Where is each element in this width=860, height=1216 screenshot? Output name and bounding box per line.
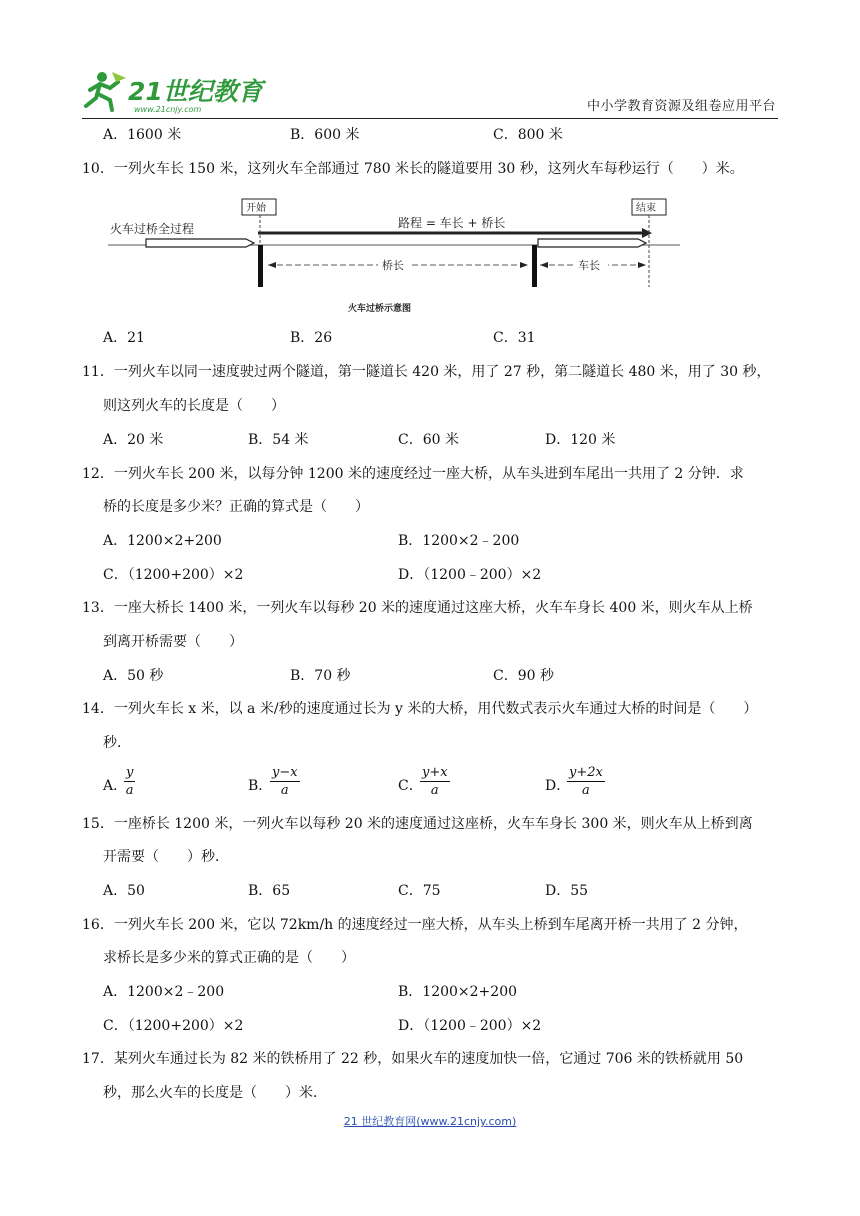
q13-option-a: A．50 秒	[103, 668, 164, 684]
q14-option-d-fraction	[567, 764, 605, 799]
page-header	[82, 64, 778, 119]
fraction-denominator: a	[582, 783, 590, 798]
train-end	[538, 239, 646, 247]
diagram-car-label: 车长	[578, 259, 600, 272]
q14-option-c-fraction	[420, 764, 450, 799]
q9-option-b: B．600 米	[290, 127, 360, 143]
q11-option-b: B．54 米	[248, 432, 309, 448]
q16-option-a: A．1200×2﹣200	[103, 984, 225, 1000]
q12-text-line2: 桥的长度是多少米？正确的算式是（ ）	[103, 499, 369, 515]
q10-option-b: B．26	[290, 330, 333, 346]
q14-option-c-letter: C．	[398, 778, 423, 794]
diagram-end-label: 结束	[636, 203, 656, 214]
q14-option-b-fraction	[270, 764, 300, 799]
fraction-numerator: y+x	[422, 765, 448, 780]
q14-text-line2: 秒．	[103, 735, 131, 751]
diagram-bridge-label: 桥长	[382, 259, 404, 272]
q10-option-a: A．21	[103, 330, 145, 346]
q16-text-line1: 16．一列火车长 200 米，它以 72km/h 的速度经过一座大桥，从车头上桥到车尾离开桥一共用了 2 分钟，	[82, 917, 748, 933]
q15-option-d: D．55	[545, 883, 589, 899]
train-start	[146, 239, 254, 247]
diagram-formula-label: 路程 = 车长 + 桥长	[398, 216, 506, 230]
page-footer	[0, 1113, 860, 1129]
q16-option-b: B．1200×2+200	[398, 984, 518, 1000]
logo-text: 21世纪教育	[128, 77, 263, 106]
path-arrow-head	[642, 228, 652, 238]
train-bridge-diagram	[108, 193, 680, 318]
q13-text-line2: 到离开桥需要（ ）	[103, 634, 243, 650]
q15-option-c: C．75	[398, 883, 441, 899]
footer-link[interactable]: 21 世纪教育网(www.21cnjy.com)	[343, 1115, 517, 1128]
q10-option-c: C．31	[493, 330, 536, 346]
q11-text-line1: 11．一列火车以同一速度驶过两个隧道，第一隧道长 420 米，用了 27 秒，第二隧道长 480 米，用了 30 秒，	[82, 364, 771, 380]
q12-option-b: B．1200×2﹣200	[398, 533, 520, 549]
q14-text-line1: 14．一列火车长 x 米，以 a 米/秒的速度通过长为 y 米的大桥，用代数式表示火车通过大桥的时间是（ ）	[82, 701, 758, 717]
platform-title: 中小学教育资源及组卷应用平台	[586, 99, 776, 114]
q14-option-d-letter: D．	[545, 778, 571, 794]
diagram-start-label: 开始	[246, 203, 266, 214]
fraction-denominator: a	[280, 783, 289, 798]
q17-text-line2: 秒，那么火车的长度是（ ）米．	[103, 1085, 327, 1101]
logo	[82, 68, 282, 114]
q15-option-a: A．50	[103, 883, 145, 899]
q15-option-b: B．65	[248, 883, 291, 899]
q11-option-a: A．20 米	[103, 432, 164, 448]
bridge-pier-left	[258, 245, 263, 287]
q12-option-c: C．（1200+200）×2	[103, 567, 244, 583]
q12-option-a: A．1200×2+200	[103, 533, 222, 549]
q9-option-c: C．800 米	[493, 127, 563, 143]
q17-text-line1: 17．某列火车通过长为 82 米的铁桥用了 22 秒，如果火车的速度加快一倍，它通过 706 米的铁桥就用 50	[82, 1051, 744, 1067]
q9-option-a: A．1600 米	[103, 127, 182, 143]
q14-option-b-letter: B．	[248, 778, 273, 794]
q14-option-a-letter: A．	[103, 778, 128, 794]
q14-option-a-fraction	[124, 764, 135, 799]
q12-option-d: D．（1200﹣200）×2	[398, 567, 542, 583]
fraction-numerator: y−x	[272, 765, 298, 780]
q15-text-line1: 15．一座桥长 1200 米，一列火车以每秒 20 米的速度通过这座桥，火车车身长 300 米，则火车从上桥到离	[82, 816, 753, 832]
q11-option-d: D．120 米	[545, 432, 616, 448]
q11-option-c: C．60 米	[398, 432, 459, 448]
diagram-caption: 火车过桥示意图	[348, 304, 412, 314]
diagram-process-label: 火车过桥全过程	[110, 222, 195, 236]
fraction-numerator: y+2x	[569, 765, 603, 780]
q16-text-line2: 求桥长是多少米的算式正确的是（ ）	[103, 950, 355, 966]
q16-option-d: D．（1200﹣200）×2	[398, 1018, 542, 1034]
fraction-numerator: y	[126, 765, 134, 780]
q13-option-b: B．70 秒	[290, 668, 351, 684]
runner-icon	[86, 72, 126, 110]
fraction-denominator: a	[125, 783, 134, 798]
q13-text-line1: 13．一座大桥长 1400 米，一列火车以每秒 20 米的速度通过这座大桥，火车车身长 400 米，则火车从上桥	[82, 600, 753, 616]
bridge-pier-right	[532, 245, 537, 287]
fraction-denominator: a	[430, 783, 439, 798]
q15-text-line2: 开需要（ ）秒．	[103, 849, 229, 865]
q11-text-line2: 则这列火车的长度是（ ）	[103, 398, 285, 414]
q13-option-c: C．90 秒	[493, 668, 554, 684]
logo-url: www.21cnjy.com	[134, 105, 202, 114]
q10-text: 10．一列火车长 150 米，这列火车全部通过 780 米长的隧道要用 30 秒，这列火车每秒运行（ ）米。	[82, 161, 744, 177]
q16-option-c: C．（1200+200）×2	[103, 1018, 244, 1034]
q12-text-line1: 12．一列火车长 200 米，以每分钟 1200 米的速度经过一座大桥，从车头进到车尾出一共用了 2 分钟．求	[82, 466, 744, 482]
